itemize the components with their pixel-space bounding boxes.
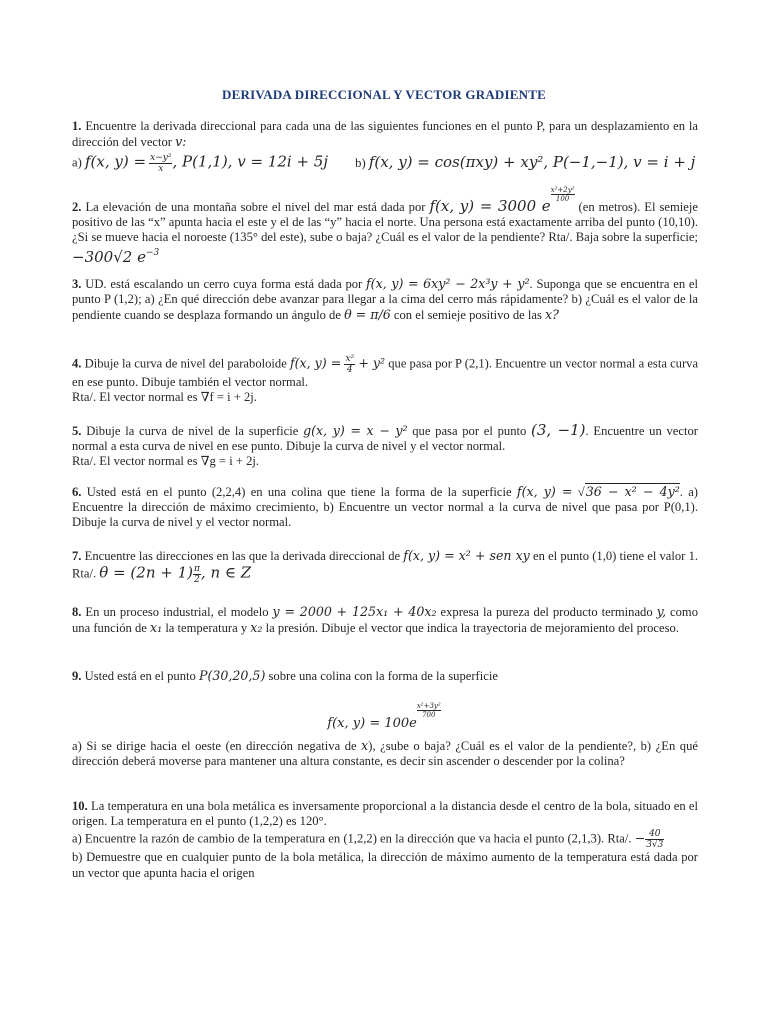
answer: Rta/. El vector normal es ∇g = i + 2j. bbox=[72, 454, 260, 469]
problem-text: la presión. Dibuje el vector que indica la trayectoria de mejoramiento del proceso. bbox=[265, 621, 679, 636]
variable: x bbox=[361, 738, 369, 753]
problem-number: 8. bbox=[72, 605, 82, 619]
problem-text: que pasa por el punto bbox=[412, 424, 527, 438]
equation: f(x, y) = cos(πxy) + xy², P(−1,−1), v = i + j bbox=[368, 152, 696, 171]
fraction-numerator: 40 bbox=[645, 829, 664, 840]
fraction bbox=[645, 829, 664, 850]
part-label: a) bbox=[72, 155, 82, 170]
fraction-numerator: x²+3y² bbox=[416, 702, 441, 710]
problem-5 bbox=[72, 423, 698, 470]
fraction-denominator: 100 bbox=[555, 195, 570, 203]
exponent-fraction bbox=[551, 186, 575, 203]
equation: f(x, y) = x² + sen xy bbox=[403, 548, 530, 563]
problem-text: La temperatura en una bola metálica es inversamente proporcional a la distancia desde el centro de la bola, situado en el origen. La temperatura en el punto (1,2,2) es 120°. bbox=[72, 799, 699, 829]
equation: θ = π/6 bbox=[344, 307, 391, 323]
problem-text: UD. está escalando un cerro cuya forma está dada por bbox=[85, 277, 363, 291]
fraction-denominator: 700 bbox=[422, 711, 436, 719]
problem-text: a) Si se dirige hacia el oeste (en dirección negativa de bbox=[72, 739, 357, 753]
fraction-numerator: x² bbox=[345, 354, 355, 364]
variable: x₁ bbox=[150, 620, 163, 636]
problem-number: 6. bbox=[72, 485, 82, 499]
problem-text: expresa la pureza del producto terminado bbox=[440, 605, 653, 619]
problem-text: Dibuje la curva de nivel de la superficie bbox=[86, 424, 299, 438]
part-a bbox=[72, 829, 698, 850]
problem-7 bbox=[72, 548, 698, 585]
point: P(30,20,5) bbox=[198, 668, 266, 683]
problem-text: a) Encuentre la razón de cambio de la temperatura en (1,2,2) en la dirección que va hacia el punto (2,1,3). Rta/. bbox=[72, 831, 632, 846]
equation: f(x, y) = 3000 e bbox=[429, 197, 551, 215]
problem-number: 3. bbox=[72, 277, 82, 291]
problem-text: ), ¿sube o baja? ¿Cuál es el valor de la pendiente?, b) ¿En qué dirección deberá moverse para mantener una altura constante, es decir sin ascender o descender por la colina? bbox=[72, 739, 698, 769]
problem-number: 5. bbox=[72, 424, 82, 438]
equation: , P(1,1), v = 12i + 5j bbox=[172, 152, 328, 171]
part-b bbox=[355, 152, 696, 171]
problem-9-parts bbox=[72, 738, 698, 769]
equation: f(x, y) = bbox=[84, 152, 147, 171]
problem-text: (en metros). El semieje positivo de las “x” apunta hacia el este y el de las “y” hacia el norte. Una persona está exactamente arriba del punto (10,10). ¿Si se mueve hacia el noroeste (135° del este), sube o baja? ¿Cuál es el valor de la pendiente? Rta/. Baja sobre la superficie; bbox=[72, 200, 698, 245]
problem-text: . Encuentre un vector normal a esta curva de nivel en ese punto. Dibuje la curva de nivel y el vector normal. bbox=[72, 424, 698, 454]
problem-6: 6. Usted está en el punto (2,2,4) en una colina que tiene la forma de la superficie f(x, y) = √36 − x² − 4y². a) Encuentre la dirección de máximo crecimiento, b) Encuentre un vector normal a la curva de nivel que pasa por P(0,1). Dibuje la curva de nivel y el vector normal. bbox=[72, 484, 698, 530]
answer-equation: −300√2 e bbox=[72, 247, 146, 266]
problem-text: En un proceso industrial, el modelo bbox=[85, 605, 269, 619]
problem-text: sobre una colina con la forma de la superficie bbox=[268, 669, 498, 683]
problem-1-parts bbox=[72, 153, 698, 174]
fraction-denominator: 2 bbox=[194, 575, 200, 586]
problem-text: con el semieje positivo de las bbox=[393, 308, 542, 323]
problem-text: la temperatura y bbox=[165, 621, 248, 636]
exponent-fraction bbox=[417, 702, 441, 719]
problem-text: . a) Encuentre la dirección de máximo crecimiento, b) Encuentre un vector normal a la curva de nivel que pasa por P(0,1). Dibuje la curva de nivel y el vector normal. bbox=[72, 485, 698, 530]
equation: g(x, y) = x − y² bbox=[303, 423, 408, 438]
problem-4 bbox=[72, 354, 698, 405]
fraction bbox=[344, 354, 355, 375]
part-b: b) Demuestre que en cualquier punto de la bola metálica, la dirección de máximo aumento de la temperatura está dada por un vector que apunta hacia el origen bbox=[72, 850, 698, 880]
problem-text: Encuentre las direcciones en las que la derivada direccional de bbox=[84, 549, 401, 563]
problem-2 bbox=[72, 186, 698, 266]
variable: x₂ bbox=[250, 620, 263, 636]
problem-1 bbox=[72, 119, 698, 174]
fraction-numerator: π bbox=[194, 564, 200, 575]
problem-number: 1. bbox=[72, 119, 82, 133]
problem-number: 9. bbox=[72, 669, 82, 683]
problem-9-equation bbox=[0, 702, 768, 731]
equation: f(x, y) = 6xy² − 2x³y + y² bbox=[366, 276, 530, 291]
fraction-denominator: 4 bbox=[346, 365, 353, 375]
square-root: 36 − x² − 4y² bbox=[585, 484, 680, 499]
equation: y = 2000 + 125x₁ + 40x₂ bbox=[272, 604, 437, 619]
problem-text: que pasa por P (2,1). Encuentre un vector normal a esta curva en ese punto. Dibuje también el vector normal. bbox=[72, 356, 699, 389]
problem-text: Usted está en el punto bbox=[84, 669, 196, 683]
answer: Rta/. El vector normal es ∇f = i + 2j. bbox=[72, 390, 257, 405]
answer-equation: , n ∈ Z bbox=[200, 563, 252, 582]
fraction-denominator: 3√3 bbox=[646, 840, 664, 851]
vector-symbol: v: bbox=[175, 134, 187, 150]
part-label: b) bbox=[355, 155, 366, 170]
equation: f(x, y) = bbox=[289, 355, 342, 371]
answer-sign: − bbox=[634, 830, 646, 846]
equation: f(x, y) = bbox=[516, 484, 573, 499]
problem-text: Encuentre la derivada direccional para cada una de las siguientes funciones en el punto P, para un desplazamiento en la dirección del vector bbox=[72, 119, 699, 150]
fraction-numerator: x²+2y² bbox=[550, 186, 575, 194]
problem-text: La elevación de una montaña sobre el nivel del mar está dada por bbox=[85, 200, 426, 214]
equation: f(x, y) = 100e bbox=[327, 716, 417, 731]
variable: x? bbox=[545, 307, 559, 323]
problem-number: 2. bbox=[72, 200, 82, 214]
equation: + y² bbox=[358, 355, 386, 371]
fraction-numerator: x−y² bbox=[150, 153, 172, 164]
variable: y, bbox=[656, 604, 667, 619]
problem-8 bbox=[72, 604, 698, 636]
problem-text: . Suponga que se encuentra en el punto P (1,2); a) ¿En qué dirección debe avanzar para llegar a la cima del cerro más rápidamente? b) ¿Cuál es el valor de la pendiente cuando se desplaza formando un ángulo de bbox=[72, 277, 698, 323]
page-title: DERIVADA DIRECCIONAL Y VECTOR GRADIENTE bbox=[222, 87, 546, 102]
problem-text: Dibuje la curva de nivel del paraboloide bbox=[84, 356, 287, 371]
problem-text: Usted está en el punto (2,2,4) en una colina que tiene la forma de la superficie bbox=[86, 485, 512, 499]
fraction bbox=[149, 153, 172, 174]
problem-9 bbox=[72, 668, 698, 684]
answer-equation: θ = (2n + 1) bbox=[99, 563, 193, 582]
problem-text: en el punto (1,0) tiene el valor 1. Rta/. bbox=[72, 549, 699, 581]
point: (3, −1) bbox=[531, 421, 586, 439]
problem-number: 10. bbox=[72, 799, 88, 813]
problem-number: 4. bbox=[72, 356, 82, 371]
problem-10 bbox=[72, 799, 698, 881]
fraction-denominator: x bbox=[158, 164, 164, 175]
exponent: −3 bbox=[145, 247, 160, 258]
problem-text: como una función de bbox=[72, 605, 699, 636]
part-a bbox=[72, 153, 352, 174]
problem-number: 7. bbox=[72, 549, 82, 563]
fraction bbox=[193, 564, 201, 585]
problem-3 bbox=[72, 276, 698, 324]
